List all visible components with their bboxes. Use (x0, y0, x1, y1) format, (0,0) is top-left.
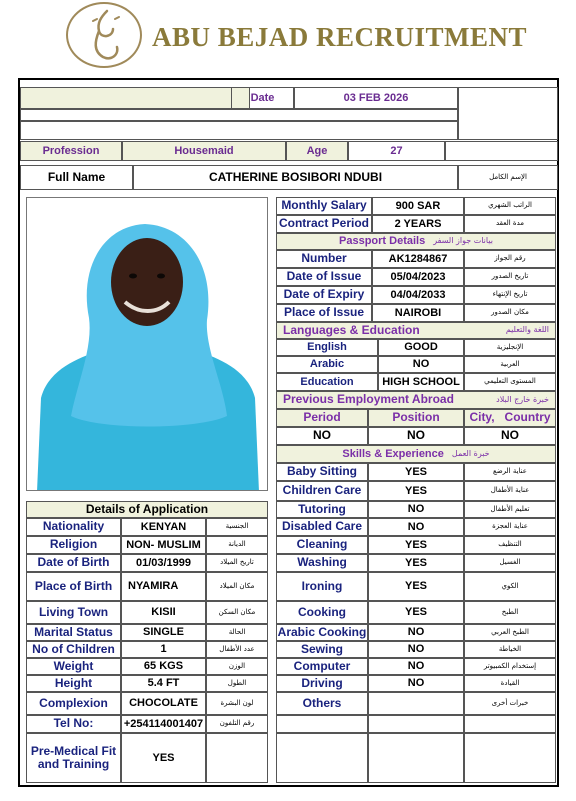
english-label: English (276, 339, 378, 356)
full-name-value: CATHERINE BOSIBORI NDUBI (133, 165, 458, 190)
employment-period-value: NO (276, 427, 368, 445)
applicant-portrait (27, 198, 268, 491)
skill-arabic-ironing: الكوي (464, 572, 556, 601)
skill-arabic-arabic-cooking: الطبخ العربي (464, 624, 556, 641)
date-value: 03 FEB 2026 (294, 87, 458, 109)
profession-value: Housemaid (122, 141, 286, 161)
date-of-expiry-label: Date of Expiry (276, 286, 372, 304)
passport-number-label: Number (276, 250, 372, 268)
employment-section-title (276, 391, 556, 409)
skill-value-ironing: YES (368, 572, 464, 601)
others-blank-1 (276, 715, 368, 733)
full-name-label: Full Name (20, 165, 133, 190)
skill-label-disabled-care: Disabled Care (276, 518, 368, 536)
nationality-value: KENYAN (121, 518, 206, 536)
place-of-birth-label: Place of Birth (26, 572, 121, 601)
skill-arabic-sewing: الخياطة (464, 641, 556, 658)
monthly-salary-arabic: الراتب الشهري (464, 197, 556, 215)
date-label: Date (231, 87, 294, 109)
skill-label-arabic-cooking: Arabic Cooking (276, 624, 368, 641)
date-of-expiry-arabic: تاريخ الإنتهاء (464, 286, 556, 304)
header (0, 0, 576, 72)
skill-value-others (368, 692, 464, 715)
skill-value-disabled-care: NO (368, 518, 464, 536)
skill-value-tutoring: NO (368, 501, 464, 518)
religion-arabic: الديانة (206, 536, 268, 554)
photo-stamp-box (458, 87, 558, 140)
place-of-birth-value: NYAMIRA (121, 572, 206, 601)
skill-label-driving: Driving (276, 675, 368, 692)
skill-label-baby-sitting: Baby Sitting (276, 463, 368, 481)
passport-number-value: AK1284867 (372, 250, 464, 268)
employment-header-position: Position (368, 409, 464, 427)
no-of-children-value: 1 (121, 641, 206, 658)
bottom-blank-1 (276, 733, 368, 783)
weight-value: 65 KGS (121, 658, 206, 675)
weight-arabic: الوزن (206, 658, 268, 675)
living-town-arabic: مكان السكن (206, 601, 268, 624)
skill-value-washing: YES (368, 554, 464, 572)
height-label: Height (26, 675, 121, 692)
living-town-label: Living Town (26, 601, 121, 624)
bottom-blank-3 (464, 733, 556, 783)
skill-arabic-computer: إستخدام الكمبيوتر (464, 658, 556, 675)
nationality-label: Nationality (26, 518, 121, 536)
skill-arabic-cleaning: التنظيف (464, 536, 556, 554)
skills-title: Skills & Experience (342, 447, 444, 460)
skill-value-driving: NO (368, 675, 464, 692)
skill-value-cleaning: YES (368, 536, 464, 554)
height-arabic: الطول (206, 675, 268, 692)
complexion-arabic: لون البشرة (206, 692, 268, 715)
marital-status-arabic: الحالة (206, 624, 268, 641)
skill-label-children-care: Children Care (276, 481, 368, 501)
employment-title-arabic: خبرة خارج البلاد (496, 394, 549, 404)
monthly-salary-label: Monthly Salary (276, 197, 372, 215)
top-blank-row (20, 109, 458, 121)
skill-arabic-baby-sitting: عناية الرضع (464, 463, 556, 481)
living-town-value: KISII (121, 601, 206, 624)
skill-value-sewing: NO (368, 641, 464, 658)
monthly-salary-value: 900 SAR (372, 197, 464, 215)
arabic-arabic: العربية (464, 356, 556, 373)
complexion-value: CHOCOLATE (121, 692, 206, 715)
weight-label: Weight (26, 658, 121, 675)
languages-title-arabic: اللغة والتعليم (505, 325, 549, 335)
religion-label: Religion (26, 536, 121, 554)
place-of-birth-arabic: مكان الميلاد (206, 572, 268, 601)
nationality-arabic: الجنسية (206, 518, 268, 536)
contract-period-value: 2 YEARS (372, 215, 464, 233)
no-of-children-label: No of Children (26, 641, 121, 658)
date-of-expiry-value: 04/04/2033 (372, 286, 464, 304)
skill-value-baby-sitting: YES (368, 463, 464, 481)
company-name: ABU BEJAD RECRUITMENT (152, 22, 528, 52)
place-of-issue-arabic: مكان الصدور (464, 304, 556, 322)
languages-title: Languages & Education (283, 322, 420, 337)
skill-arabic-washing: الغسيل (464, 554, 556, 572)
arabic-value: NO (378, 356, 464, 373)
place-of-issue-value: NAIROBI (372, 304, 464, 322)
top-blank-left (20, 87, 250, 109)
employment-header-period: Period (276, 409, 368, 427)
marital-status-label: Marital Status (26, 624, 121, 641)
applicant-photo (26, 197, 268, 491)
english-arabic: الإنجليزية (464, 339, 556, 356)
religion-value: NON- MUSLIM (121, 536, 206, 554)
passport-section-title (276, 233, 556, 250)
date-of-birth-value: 01/03/1999 (121, 554, 206, 572)
passport-title-arabic: بيانات جواز السفر (433, 236, 493, 246)
tel-label: Tel No: (26, 715, 121, 733)
bottom-blank-2 (368, 733, 464, 783)
contract-period-arabic: مدة العقد (464, 215, 556, 233)
complexion-label: Complexion (26, 692, 121, 715)
others-blank-3 (464, 715, 556, 733)
skill-arabic-children-care: عناية الأطفال (464, 481, 556, 501)
others-blank-2 (368, 715, 464, 733)
full-name-arabic: الإسم الكامل (458, 165, 558, 190)
contract-period-label: Contract Period (276, 215, 372, 233)
skill-value-arabic-cooking: NO (368, 624, 464, 641)
employment-city-value: NO (464, 427, 556, 445)
skill-value-children-care: YES (368, 481, 464, 501)
skill-arabic-cooking: الطبخ (464, 601, 556, 624)
skill-value-computer: NO (368, 658, 464, 675)
arabic-label: Arabic (276, 356, 378, 373)
skill-value-cooking: YES (368, 601, 464, 624)
date-of-birth-label: Date of Birth (26, 554, 121, 572)
place-of-issue-label: Place of Issue (276, 304, 372, 322)
skill-label-washing: Washing (276, 554, 368, 572)
age-label: Age (286, 141, 348, 161)
education-arabic: المستوى التعليمي (464, 373, 556, 391)
employment-position-value: NO (368, 427, 464, 445)
height-value: 5.4 FT (121, 675, 206, 692)
skill-label-ironing: Ironing (276, 572, 368, 601)
no-of-children-arabic: عدد الأطفال (206, 641, 268, 658)
employment-header-city-country: City, Country (464, 409, 556, 427)
passport-number-arabic: رقم الجواز (464, 250, 556, 268)
skill-label-sewing: Sewing (276, 641, 368, 658)
pre-medical-label: Pre-Medical Fit and Training (26, 733, 121, 783)
logo-monogram-icon (79, 7, 129, 63)
date-of-issue-value: 05/04/2023 (372, 268, 464, 286)
company-logo (66, 2, 142, 68)
pre-medical-arabic (206, 733, 268, 783)
english-value: GOOD (378, 339, 464, 356)
pre-medical-value: YES (121, 733, 206, 783)
tel-arabic: رقم التلفون (206, 715, 268, 733)
top-blank-row-2 (20, 121, 458, 140)
skill-label-cooking: Cooking (276, 601, 368, 624)
skill-label-tutoring: Tutoring (276, 501, 368, 518)
languages-section-title (276, 322, 556, 339)
date-of-birth-arabic: تاريخ الميلاد (206, 554, 268, 572)
skills-title-arabic: خبرة العمل (451, 448, 490, 458)
tel-value: +254114001407 (121, 715, 206, 733)
skill-arabic-driving: القيادة (464, 675, 556, 692)
skill-arabic-others: خبرات أخرى (464, 692, 556, 715)
passport-title: Passport Details (339, 235, 426, 248)
skill-label-others: Others (276, 692, 368, 715)
skill-label-cleaning: Cleaning (276, 536, 368, 554)
education-value: HIGH SCHOOL (378, 373, 464, 391)
marital-status-value: SINGLE (121, 624, 206, 641)
profession-label: Profession (20, 141, 122, 161)
age-blank (445, 141, 558, 161)
education-label: Education (276, 373, 378, 391)
age-value: 27 (348, 141, 445, 161)
skills-section-title (276, 445, 556, 463)
skill-arabic-disabled-care: عناية العجزة (464, 518, 556, 536)
skill-label-computer: Computer (276, 658, 368, 675)
date-of-issue-arabic: تاريخ الصدور (464, 268, 556, 286)
skill-arabic-tutoring: تعليم الأطفال (464, 501, 556, 518)
employment-title: Previous Employment Abroad (283, 392, 454, 407)
application-title: Details of Application (26, 501, 268, 518)
date-of-issue-label: Date of Issue (276, 268, 372, 286)
